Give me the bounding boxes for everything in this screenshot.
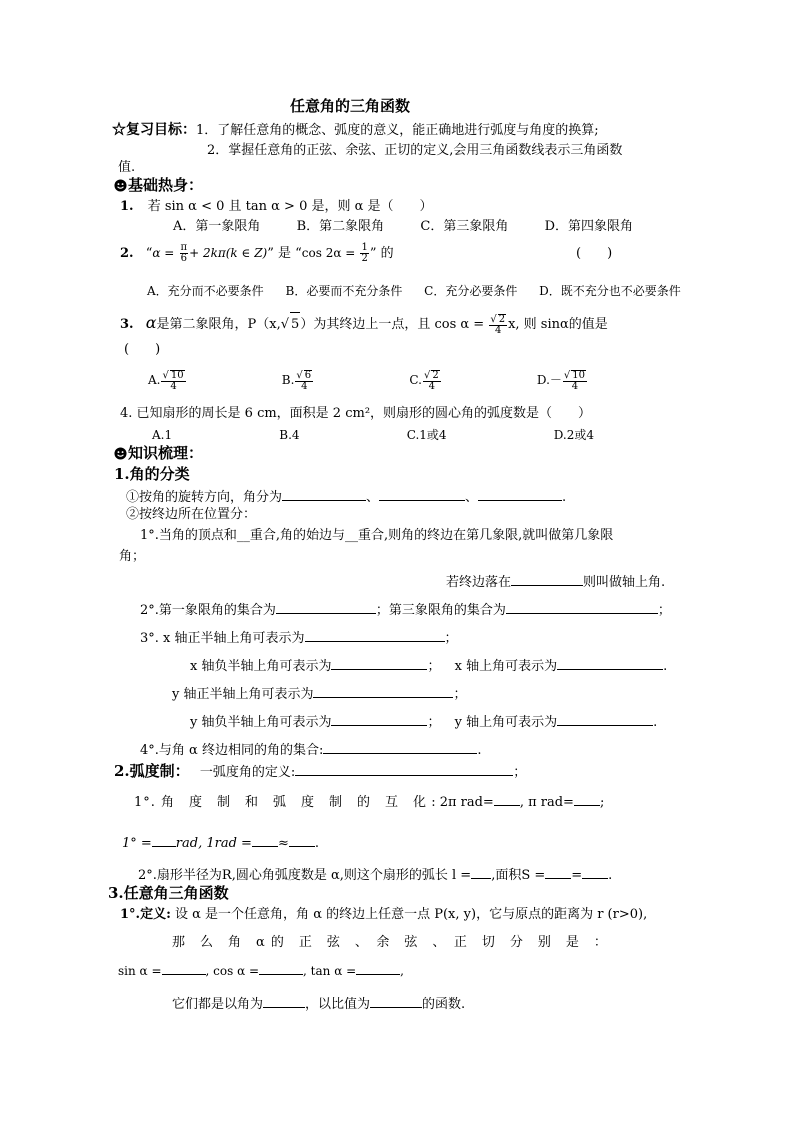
dot: . [663, 659, 668, 674]
q2-pi-over-6 [180, 243, 189, 264]
q3-text-a: 是第二象限角，P（x, [156, 317, 281, 332]
s3-cos: , cos α = [205, 964, 260, 978]
q2-options [147, 283, 681, 299]
blank-sin[interactable] [162, 962, 206, 975]
blank-quadrant-3-set[interactable] [506, 601, 658, 614]
q3-sqrt2-over-4 [489, 314, 507, 336]
review-goals [112, 122, 599, 139]
q3-text-b: ）为其终边上一点，且 cos α = [300, 317, 485, 332]
q1-options [173, 219, 633, 235]
s2-p1a: 1°. 角 度 制 和 弧 度 制 的 互 化 [134, 795, 428, 810]
blank-x-axis[interactable] [557, 657, 663, 670]
q3-opt-a-label: A. [148, 373, 161, 387]
knowledge-heading [114, 445, 203, 461]
q2-frac-den: 6 [180, 253, 187, 264]
q3-frac-num: √ 2 [490, 313, 506, 325]
q2-option-a[interactable]: A．充分而不必要条件 [147, 284, 264, 298]
blank-quadrant-1-set[interactable] [276, 601, 376, 614]
q3-opt-a-rad: 10 [170, 369, 184, 381]
s1-p3b-row [190, 657, 667, 675]
s2-p1c: , π rad= [519, 795, 574, 810]
q2-plus-k: + 2kπ(k ∈ Z) [189, 246, 268, 260]
q3-opt-d-label: D.－ [536, 373, 562, 387]
blank-axis[interactable] [511, 573, 583, 586]
blank-rad-approx[interactable] [289, 834, 315, 847]
blank-coterminal[interactable] [323, 741, 477, 754]
section-1-heading: 1.角的分类 [114, 465, 190, 483]
s3-def-label: 1°.定义: [120, 907, 171, 922]
q3-opt-c-den: 4 [428, 380, 435, 392]
comma: , [400, 964, 404, 978]
q1-option-b[interactable]: B．第二象限角 [296, 219, 385, 234]
blank-pi[interactable] [574, 793, 600, 806]
s2-p1f: rad, 1rad = [175, 836, 252, 851]
q2-option-b[interactable]: B．必要而不充分条件 [285, 284, 403, 298]
page-title: 任意角的三角函数 [290, 97, 411, 115]
blank-deg-rad[interactable] [152, 834, 176, 847]
s3-last-a: 它们都是以角为 [172, 997, 264, 1012]
q3-text-c: x, 则 sinα的值是 [508, 317, 608, 332]
s1-p3d-row [172, 685, 467, 703]
semi: ； [427, 659, 441, 674]
s1-p4: 4°.与角 α 终边相同的角的集合: [140, 743, 324, 758]
q3-opt-d-den: 4 [571, 380, 579, 392]
q2-cos2a: cos 2α = [301, 246, 356, 260]
blank-x-pos[interactable] [305, 629, 445, 642]
q4-option-d[interactable]: D.2或4 [553, 428, 594, 442]
q3-opt-c-rad: 2 [432, 369, 439, 381]
q2-number: 2. [120, 246, 134, 261]
q3-opt-b-label: B. [281, 373, 295, 387]
dot: . [314, 836, 319, 851]
q2-one-half [360, 243, 368, 264]
s3-tan: , tan α = [303, 964, 357, 978]
q3-opt-b-rad: 6 [304, 369, 312, 381]
q4-option-a[interactable]: A.1 [152, 428, 173, 442]
s1-p1c-row [446, 573, 665, 591]
q1-text: 若 sin α < 0 且 tan α > 0 是，则 α 是（ ） [147, 199, 433, 214]
eq: = [571, 868, 583, 883]
s1-p1d: 则叫做轴上角. [583, 575, 666, 590]
s1-p3c: x 轴上角可表示为 [454, 659, 558, 674]
blank-y-axis[interactable] [557, 713, 653, 726]
q2-option-d[interactable]: D．既不充分也不必要条件 [539, 284, 681, 298]
q3-sqrt5: √ 5 [281, 317, 301, 332]
goal-1: 1．了解任意角的概念、弧度的意义，能正确地进行弧度与角度的换算; [196, 123, 599, 138]
q1-number: 1. [120, 199, 134, 214]
semi: ； [657, 603, 671, 618]
s2-p1b: : 2π rad= [431, 795, 494, 810]
s1-row-2: ②按终边所在位置分： [126, 507, 257, 522]
blank-y-neg[interactable] [331, 713, 427, 726]
s3-def-row [120, 907, 647, 923]
semi: ； [427, 715, 441, 730]
blank-area-2[interactable] [582, 866, 608, 879]
blank-rotation-1[interactable] [282, 488, 366, 501]
q3-opt-c-label: C. [409, 373, 422, 387]
goals-label: ☆复习目标： [112, 122, 196, 138]
dot: . [562, 490, 567, 505]
q4-option-c[interactable]: C.1或4 [406, 428, 447, 442]
goal-2: 2．掌握任意角的正弦、余弦、正切的定义,会用三角函数线表示三角函数 [207, 143, 623, 158]
q2-half-den: 2 [361, 253, 368, 264]
s3-sin: sin α = [118, 964, 162, 978]
s2-p2b: ,面积S = [491, 868, 546, 883]
s2-p2a: 2°.扇形半径为R,圆心角弧度数是 α,则这个扇形的弧长 l = [138, 868, 472, 883]
q3-sqrt2-value: 2 [498, 313, 506, 325]
s1-p3b: x 轴负半轴上角可表示为 [190, 659, 332, 674]
s1-p3f: y 轴上角可表示为 [454, 715, 558, 730]
q2-alpha-eq: α = [152, 246, 175, 260]
question-2 [120, 242, 394, 265]
dot: . [477, 743, 482, 758]
section-2-row [114, 763, 526, 781]
s2-p1-row [134, 793, 604, 811]
s3-last-b: ，以比值为 [305, 997, 371, 1012]
s2-p1d: ; [599, 795, 605, 810]
warmup-heading-text: 基础热身： [128, 176, 204, 194]
s1-p3e: y 轴负半轴上角可表示为 [190, 715, 332, 730]
s3-last-row [172, 995, 465, 1013]
s1-p2-row [140, 601, 671, 619]
q2-frac-num: π [180, 242, 188, 253]
s1-p1a: 1°.当角的顶点和__重合,角的始边与__重合,则角的终边在第几象限,就叫做第几象限 [140, 528, 614, 543]
question-4: 4. 已知扇形的周长是 6 cm，面积是 2 cm²，则扇形的圆心角的弧度数是（ ） [120, 406, 592, 421]
s1-p2b: ；第三象限角的集合为 [375, 603, 506, 618]
s1-p2a: 2°.第一象限角的集合为 [140, 603, 276, 618]
smiley-icon [114, 179, 127, 192]
blank-radian-def[interactable] [295, 763, 513, 776]
question-1 [120, 199, 433, 215]
s1-p3a-row [140, 629, 458, 647]
s2-def: 一弧度角的定义: [199, 765, 296, 780]
q3-alpha: α [145, 313, 157, 332]
q3-frac-den: 4 [495, 324, 502, 336]
q3-option-c[interactable]: C. $\frac{√ 2}{4}$ [409, 369, 439, 392]
section-2-heading: 2.弧度制： [114, 762, 190, 780]
blank-x-neg[interactable] [331, 657, 427, 670]
q3-option-a[interactable]: A. $\frac{√ 10}{4}$ [148, 369, 184, 392]
s1-p3e-row [190, 713, 657, 731]
q1-option-c[interactable]: C．第三象限角 [420, 219, 509, 234]
question-3 [120, 311, 608, 337]
blank-tan[interactable] [356, 962, 400, 975]
q2-quote-open: “ [145, 246, 153, 261]
q3-opt-a-den: 4 [170, 380, 177, 392]
blank-cos[interactable] [259, 962, 303, 975]
blank-independent-var[interactable] [263, 995, 305, 1008]
blank-function-value[interactable] [370, 995, 422, 1008]
q1-option-a[interactable]: A．第一象限角 [173, 219, 261, 234]
q3-answer-paren: ( ) [124, 342, 161, 357]
s1-p3a: 3°. x 轴正半轴上角可表示为 [140, 631, 305, 646]
s3-def-text: 设 α 是一个任意角，角 α 的终边上任意一点 P(x, y)，它与原点的距离为 r (r>0), [175, 907, 648, 922]
q2-end-text: ” 的 [369, 246, 394, 261]
blank-y-pos[interactable] [313, 685, 453, 698]
dot: . [608, 868, 613, 883]
q2-half-num: 1 [361, 242, 368, 253]
q3-opt-b-den: 4 [301, 380, 308, 392]
s2-p2-row [138, 866, 612, 884]
s2-p1e: 1° = [122, 836, 152, 851]
s1-p4-row [140, 741, 481, 759]
semi: ； [513, 765, 527, 780]
blank-arc-length[interactable] [471, 866, 491, 879]
q3-options [148, 368, 588, 392]
semi: ； [444, 631, 458, 646]
q3-opt-d-rad: 10 [572, 369, 585, 381]
q1-option-d[interactable]: D．第四象限角 [544, 219, 633, 234]
s1-r1-text: ①按角的旋转方向，角分为 [126, 490, 283, 505]
semi: ； [453, 687, 467, 702]
section-3-heading: 3.任意角三角函数 [108, 884, 229, 902]
q3-sqrt5-value: 5 [290, 312, 300, 337]
knowledge-heading-text: 知识梳理： [128, 444, 204, 462]
q3-option-d[interactable]: D.－ $\frac{√ 10}{4}$ [536, 369, 585, 392]
s1-p1b: 角； [119, 549, 146, 564]
goal-2-cont: 值. [118, 160, 136, 175]
s1-p3d: y 轴正半轴上角可表示为 [172, 687, 314, 702]
s3-def-line2 [172, 935, 608, 951]
dot: . [653, 715, 658, 730]
q4-option-b[interactable]: B.4 [279, 428, 300, 442]
blank-rotation-3[interactable] [478, 488, 562, 501]
q2-mid-text: ” 是 “ [267, 246, 302, 261]
warmup-heading [114, 177, 203, 193]
q3-number: 3. [120, 317, 134, 332]
blank-rad-deg[interactable] [252, 834, 278, 847]
q2-option-c[interactable]: C．充分必要条件 [424, 284, 518, 298]
blank-2pi[interactable] [494, 793, 520, 806]
blank-rotation-2[interactable] [379, 488, 465, 501]
s2-p1g: ≈ [277, 836, 289, 851]
q4-options [152, 427, 594, 443]
sep: 、 [366, 490, 380, 505]
s3-trig-row [118, 962, 404, 979]
blank-area-1[interactable] [545, 866, 571, 879]
s1-row-1 [126, 488, 566, 506]
s3-def-line2-text: 那 么 角 α 的 正 弦 、 余 弦 、 正 切 分 别 是 ： [172, 935, 608, 950]
q2-answer-paren: ( ) [576, 246, 613, 261]
s3-last-c: 的函数. [422, 997, 466, 1012]
s1-p1c: 若终边落在 [446, 575, 512, 590]
s2-p1-conv-row [122, 834, 319, 852]
q3-option-b[interactable]: B. $\frac{√ 6}{4}$ [281, 369, 312, 392]
sep: 、 [465, 490, 479, 505]
smiley-icon [114, 447, 127, 460]
